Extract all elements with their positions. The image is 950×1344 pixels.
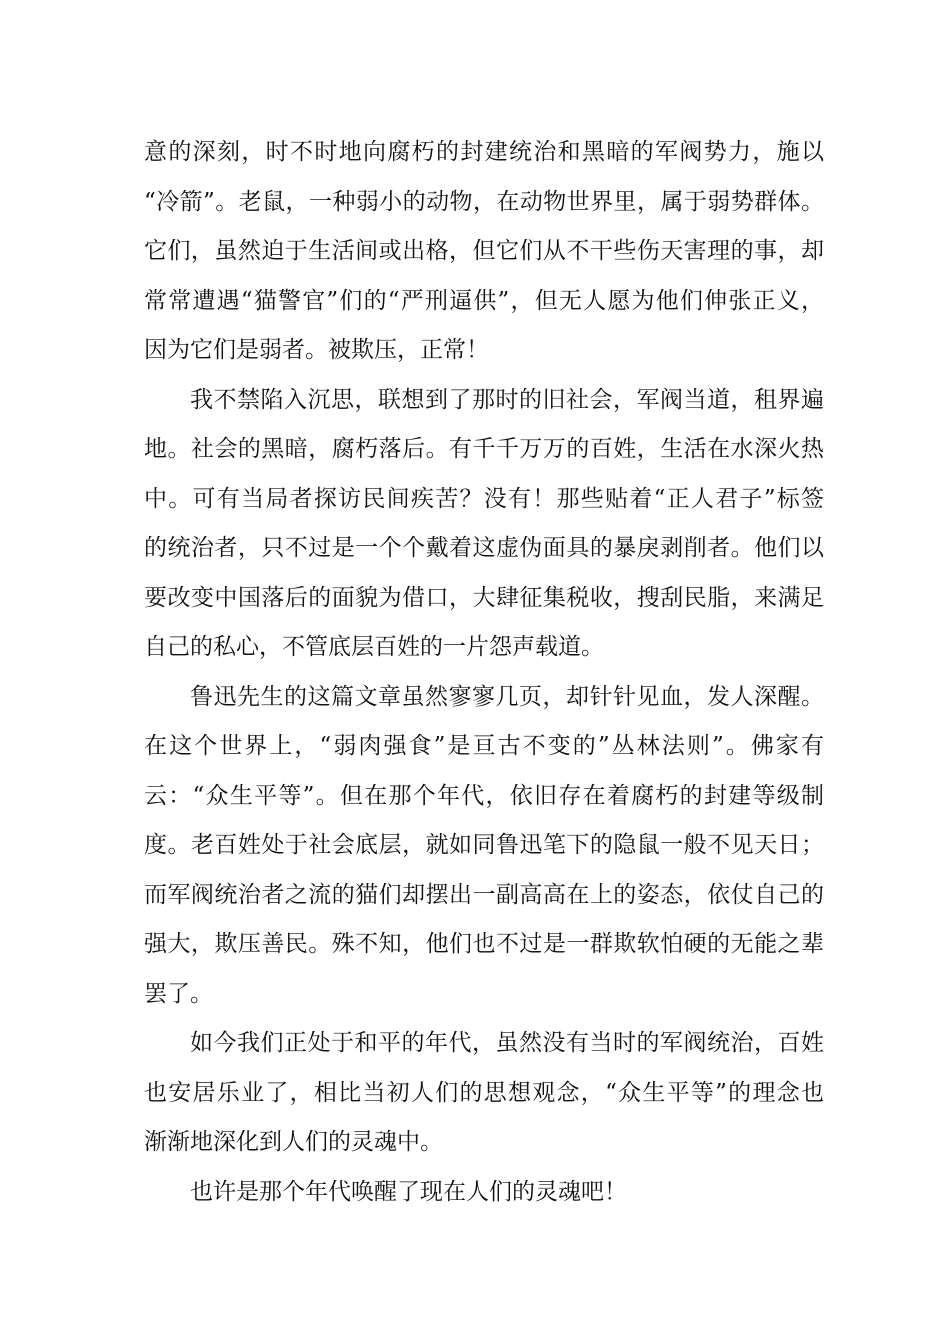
text-line: 因为它们是弱者。被欺压，正常！ [144,337,489,363]
paragraph-2 [144,376,824,673]
text-line: 它们，虽然迫于生活间或出格，但它们从不干些伤天害理的事，却 [144,238,824,264]
text-line: 也安居乐业了，相比当初人们的思想观念，“众生平等”的理念也 [144,1079,824,1106]
text-line: 渐渐地深化到人们的灵魂中。 [144,1129,443,1155]
text-line: 度。老百姓处于社会底层，就如同鲁迅笔下的隐鼠一般不见天日； [144,832,824,858]
text-line: 常常遭遇“猫警官”们的“严刑逼供”，但无人愿为他们伸张正义， [144,287,824,314]
paragraph-1 [144,128,824,376]
text-line: 而军阀统治者之流的猫们却摆出一副高高在上的姿态，依仗自己的 [144,881,824,908]
text-line: 的统治者，只不过是一个个戴着这虚伪面具的暴戾剥削者。他们以 [144,535,824,561]
body-text [144,128,824,1217]
text-line: 在这个世界上，“弱肉强食”是亘古不变的”丛林法则”。佛家有 [144,733,824,759]
text-line: 地。社会的黑暗，腐朽落后。有千千万万的百姓，生活在水深火热 [144,436,824,462]
text-line: 自己的私心，不管底层百姓的一片怨声载道。 [144,634,604,660]
text-line: 罢了。 [144,980,213,1007]
text-line: 鲁迅先生的这篇文章虽然寥寥几页，却针针见血，发人深醒。 [190,683,824,710]
text-line: 意的深刻，时不时地向腐朽的封建统治和黑暗的军阀势力，施以 [144,139,824,165]
paragraph-3 [144,673,824,1020]
text-line: 云：“众生平等”。但在那个年代，依旧存在着腐朽的封建等级制 [144,782,824,809]
text-line: “冷箭”。老鼠，一种弱小的动物，在动物世界里，属于弱势群体。 [144,188,824,215]
paragraph-4 [144,1019,824,1168]
text-line: 我不禁陷入沉思，联想到了那时的旧社会，军阀当道，租界遍 [190,386,824,413]
paragraph-5 [144,1168,824,1218]
text-line: 也许是那个年代唤醒了现在人们的灵魂吧！ [190,1178,627,1205]
text-line: 强大，欺压善民。殊不知，他们也不过是一群欺软怕硬的无能之辈 [144,931,824,957]
text-line: 要改变中国落后的面貌为借口，大肆征集税收，搜刮民脂，来满足 [144,584,824,611]
text-line: 如今我们正处于和平的年代，虽然没有当时的军阀统治，百姓 [190,1030,824,1056]
text-line: 中。可有当局者探访民间疾苦？没有！那些贴着“正人君子”标签 [144,485,824,512]
